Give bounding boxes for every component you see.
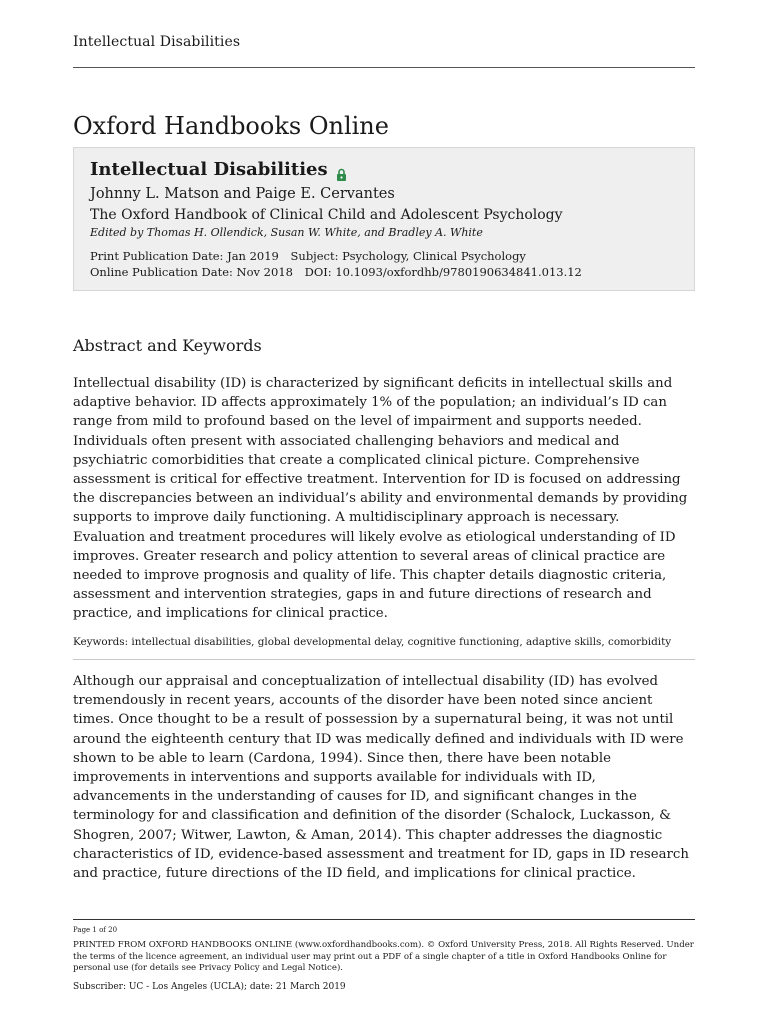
doi-label: DOI:: [304, 265, 332, 279]
subscriber-info: Subscriber: UC - Los Angeles (UCLA); date: 21 March 2019: [73, 982, 346, 992]
footer-divider: [73, 919, 695, 920]
doi-value: 10.1093/oxfordhb/9780190634841.013.12: [335, 265, 582, 279]
abstract-heading: Abstract and Keywords: [73, 336, 262, 355]
abstract-divider: [73, 659, 695, 660]
subject-label: Subject:: [290, 249, 339, 263]
site-title: Oxford Handbooks Online: [73, 112, 389, 140]
running-head: Intellectual Disabilities: [73, 34, 241, 50]
page-number: Page 1 of 20: [73, 926, 118, 934]
handbook-title: The Oxford Handbook of Clinical Child and Adolescent Psychology: [90, 207, 563, 223]
online-pub-label: Online Publication Date:: [90, 265, 233, 279]
chapter-title-row: [90, 158, 678, 182]
print-pub-date: Jan 2019: [227, 249, 279, 263]
publication-info: [90, 248, 678, 280]
chapter-authors: Johnny L. Matson and Paige E. Cervantes: [90, 186, 395, 202]
print-pub-label: Print Publication Date:: [90, 249, 224, 263]
keywords: Keywords: intellectual disabilities, global developmental delay, cognitive functioning, adaptive skills, comorbidity: [73, 636, 672, 648]
online-pub-date: Nov 2018: [236, 265, 293, 279]
publication-info-line-1: [90, 248, 678, 264]
publication-info-line-2: [90, 264, 678, 280]
header-divider: [73, 67, 695, 68]
handbook-editors: Edited by Thomas H. Ollendick, Susan W. White, and Bradley A. White: [90, 226, 483, 239]
abstract-text: Intellectual disability (ID) is characterized by significant deficits in intellectual skills and adaptive behavior. ID affects approximately 1% of the population; an individual’s ID can range from mild to profound based on the level of impairment and supports needed. Individuals often present with associated challenging behaviors and medical and psychiatric comorbidities that create a complicated clinical picture. Comprehensive assessment is critical for effective treatment. Intervention for ID is focused on addressing the discrepancies between an individual’s ability and environmental demands by providing supports to improve daily functioning. A multidisciplinary approach is necessary. Evaluation and treatment procedures will likely evolve as etiological understanding of ID improves. Greater research and policy attention to several areas of clinical practice are needed to improve prognosis and quality of life. This chapter details diagnostic criteria, assessment and intervention strategies, gaps in and future directions of research and practice, and implications for clinical practice.: [73, 376, 688, 622]
body-paragraph: Although our appraisal and conceptualization of intellectual disability (ID) has evolved tremendously in recent years, accounts of the disorder have been noted since ancient times. Once thought to be a result of possession by a supernatural being, it was not until around the eighteenth century that ID was medically defined and individuals with ID were shown to be able to learn (Cardona, 1994). Since then, there have been notable improvements in interventions and supports available for individuals with ID, advancements in the understanding of causes for ID, and significant changes in the terminology for and classification and definition of the disorder (Schalock, Luckasson, & Shogren, 2007; Witwer, Lawton, & Aman, 2014). This chapter addresses the diagnostic characteristics of ID, evidence-based assessment and treatment for ID, gaps in ID research and practice, future directions of the ID field, and implications for clinical practice.: [73, 674, 689, 882]
lock-icon: [336, 165, 347, 179]
printed-notice: PRINTED FROM OXFORD HANDBOOKS ONLINE (www.oxfordhandbooks.com). © Oxford University Press, 2018. All Rights Reserved. Under the terms of the licence agreement, an individual user may print out a PDF of a single chapter of a title in Oxford Handbooks Online for personal use (for details see Privacy Policy and Legal Notice).: [73, 940, 694, 973]
subject-value: Psychology, Clinical Psychology: [342, 249, 526, 263]
chapter-title: Intellectual Disabilities: [90, 159, 328, 180]
chapter-metadata-box: [73, 147, 695, 291]
